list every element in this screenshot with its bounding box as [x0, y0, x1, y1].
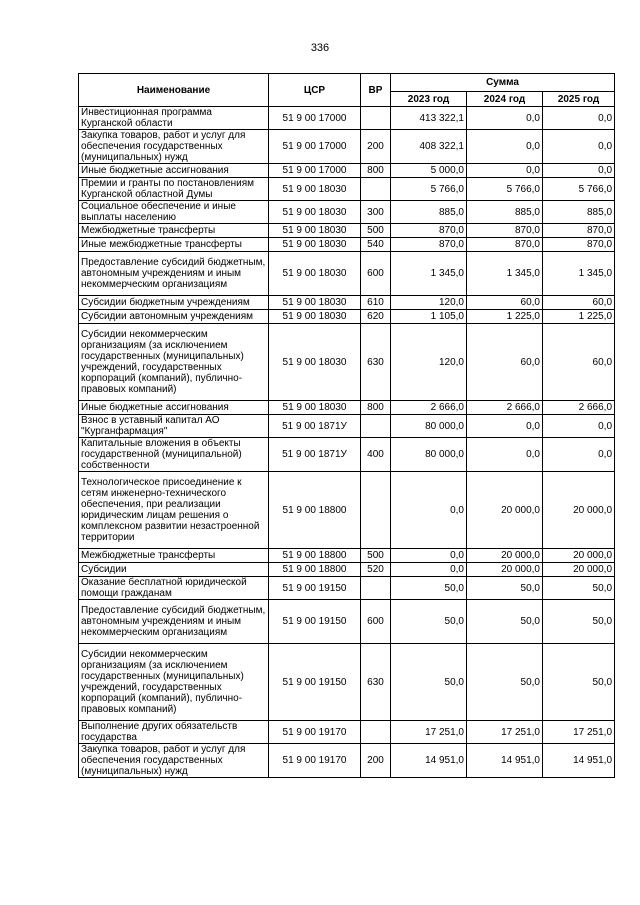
row-sum-2023: 870,0 [391, 224, 467, 238]
row-sum-2025: 0,0 [543, 438, 615, 472]
table-row [79, 296, 615, 310]
row-csr: 51 9 00 17000 [269, 130, 361, 164]
row-csr: 51 9 00 19170 [269, 721, 361, 744]
row-sum-2024: 0,0 [467, 415, 543, 438]
row-csr: 51 9 00 18030 [269, 252, 361, 296]
row-vr [361, 721, 391, 744]
row-sum-2023: 120,0 [391, 296, 467, 310]
table-row [79, 401, 615, 415]
row-sum-2023: 870,0 [391, 238, 467, 252]
row-sum-2023: 5 766,0 [391, 178, 467, 201]
row-sum-2024: 0,0 [467, 164, 543, 178]
table-row [79, 644, 615, 721]
row-sum-2024: 2 666,0 [467, 401, 543, 415]
row-name: Субсидии автономным учреждениям [79, 310, 269, 324]
row-csr: 51 9 00 1871У [269, 438, 361, 472]
row-sum-2023: 1 105,0 [391, 310, 467, 324]
row-name: Предоставление субсидий бюджетным, автономным учреждениям и иным некоммерческим организациям [79, 252, 269, 296]
table-row [79, 238, 615, 252]
row-sum-2024: 20 000,0 [467, 472, 543, 549]
table-row [79, 600, 615, 644]
row-vr: 610 [361, 296, 391, 310]
row-sum-2024: 50,0 [467, 600, 543, 644]
row-sum-2025: 60,0 [543, 296, 615, 310]
row-sum-2025: 17 251,0 [543, 721, 615, 744]
row-csr: 51 9 00 19150 [269, 644, 361, 721]
row-csr: 51 9 00 19150 [269, 600, 361, 644]
table-row [79, 164, 615, 178]
row-sum-2025: 50,0 [543, 577, 615, 600]
row-sum-2024: 60,0 [467, 324, 543, 401]
row-sum-2023: 0,0 [391, 472, 467, 549]
row-csr: 51 9 00 1871У [269, 415, 361, 438]
row-csr: 51 9 00 18030 [269, 296, 361, 310]
table-row [79, 178, 615, 201]
table-row [79, 310, 615, 324]
row-name: Закупка товаров, работ и услуг для обеспечения государственных (муниципальных) нужд [79, 744, 269, 778]
row-vr: 400 [361, 438, 391, 472]
row-sum-2024: 14 951,0 [467, 744, 543, 778]
table-row [79, 549, 615, 563]
row-sum-2023: 14 951,0 [391, 744, 467, 778]
header-vr: ВР [361, 74, 391, 107]
row-vr: 630 [361, 644, 391, 721]
row-vr [361, 415, 391, 438]
page-number: 336 [310, 42, 330, 54]
header-sum: Сумма [391, 74, 615, 92]
row-csr: 51 9 00 18030 [269, 310, 361, 324]
row-vr: 800 [361, 401, 391, 415]
row-name: Субсидии [79, 563, 269, 577]
row-csr: 51 9 00 17000 [269, 164, 361, 178]
row-name: Премии и гранты по постановлениям Курганской областной Думы [79, 178, 269, 201]
row-vr: 520 [361, 563, 391, 577]
row-name: Закупка товаров, работ и услуг для обеспечения государственных (муниципальных) нужд [79, 130, 269, 164]
row-csr: 51 9 00 17000 [269, 107, 361, 130]
row-sum-2024: 20 000,0 [467, 563, 543, 577]
table-row [79, 721, 615, 744]
table-row [79, 472, 615, 549]
row-sum-2024: 5 766,0 [467, 178, 543, 201]
row-sum-2024: 0,0 [467, 107, 543, 130]
row-vr: 500 [361, 224, 391, 238]
table-row [79, 415, 615, 438]
row-sum-2024: 50,0 [467, 577, 543, 600]
table-row [79, 107, 615, 130]
row-sum-2023: 413 322,1 [391, 107, 467, 130]
row-csr: 51 9 00 18800 [269, 563, 361, 577]
row-sum-2025: 0,0 [543, 107, 615, 130]
row-csr: 51 9 00 19150 [269, 577, 361, 600]
table-row [79, 201, 615, 224]
row-name: Межбюджетные трансферты [79, 549, 269, 563]
row-vr: 600 [361, 600, 391, 644]
row-vr: 200 [361, 744, 391, 778]
row-csr: 51 9 00 19170 [269, 744, 361, 778]
row-sum-2025: 0,0 [543, 130, 615, 164]
header-2024: 2024 год [467, 92, 543, 107]
row-sum-2025: 5 766,0 [543, 178, 615, 201]
table-body [79, 107, 615, 778]
row-name: Иные бюджетные ассигнования [79, 164, 269, 178]
table-row [79, 563, 615, 577]
table-row [79, 577, 615, 600]
row-csr: 51 9 00 18030 [269, 238, 361, 252]
header-csr: ЦСР [269, 74, 361, 107]
row-sum-2024: 60,0 [467, 296, 543, 310]
row-csr: 51 9 00 18030 [269, 401, 361, 415]
row-sum-2025: 870,0 [543, 224, 615, 238]
row-sum-2023: 408 322,1 [391, 130, 467, 164]
row-sum-2025: 885,0 [543, 201, 615, 224]
row-vr [361, 107, 391, 130]
row-sum-2025: 0,0 [543, 164, 615, 178]
row-sum-2025: 1 345,0 [543, 252, 615, 296]
row-name: Иные межбюджетные трансферты [79, 238, 269, 252]
table-row [79, 438, 615, 472]
row-sum-2023: 50,0 [391, 577, 467, 600]
row-sum-2024: 0,0 [467, 130, 543, 164]
row-sum-2023: 50,0 [391, 600, 467, 644]
row-vr: 630 [361, 324, 391, 401]
header-2023: 2023 год [391, 92, 467, 107]
row-sum-2023: 80 000,0 [391, 415, 467, 438]
row-csr: 51 9 00 18030 [269, 224, 361, 238]
row-sum-2025: 0,0 [543, 415, 615, 438]
table-row [79, 744, 615, 778]
row-csr: 51 9 00 18030 [269, 178, 361, 201]
row-sum-2023: 885,0 [391, 201, 467, 224]
row-name: Оказание бесплатной юридической помощи гражданам [79, 577, 269, 600]
row-sum-2024: 885,0 [467, 201, 543, 224]
row-vr: 620 [361, 310, 391, 324]
row-name: Технологическое присоединение к сетям инженерно-технического обеспечения, при реализации юридическим лицам решения о комплексном развитии незастроенной территории [79, 472, 269, 549]
row-csr: 51 9 00 18030 [269, 324, 361, 401]
row-sum-2023: 0,0 [391, 563, 467, 577]
header-name: Наименование [79, 74, 269, 107]
row-vr [361, 178, 391, 201]
row-sum-2024: 870,0 [467, 224, 543, 238]
row-sum-2023: 17 251,0 [391, 721, 467, 744]
table-row [79, 130, 615, 164]
row-name: Межбюджетные трансферты [79, 224, 269, 238]
row-name: Социальное обеспечение и иные выплаты населению [79, 201, 269, 224]
row-csr: 51 9 00 18800 [269, 472, 361, 549]
row-sum-2024: 0,0 [467, 438, 543, 472]
row-sum-2024: 870,0 [467, 238, 543, 252]
row-sum-2023: 5 000,0 [391, 164, 467, 178]
row-vr: 540 [361, 238, 391, 252]
row-sum-2023: 80 000,0 [391, 438, 467, 472]
table-row [79, 252, 615, 296]
row-name: Субсидии бюджетным учреждениям [79, 296, 269, 310]
row-sum-2024: 1 345,0 [467, 252, 543, 296]
row-sum-2023: 50,0 [391, 644, 467, 721]
row-sum-2025: 1 225,0 [543, 310, 615, 324]
row-name: Капитальные вложения в объекты государственной (муниципальной) собственности [79, 438, 269, 472]
row-vr [361, 472, 391, 549]
row-sum-2025: 2 666,0 [543, 401, 615, 415]
header-2025: 2025 год [543, 92, 615, 107]
row-name: Субсидии некоммерческим организациям (за исключением государственных (муниципальных) учреждений, государственных корпораций (компаний), публично-правовых компаний) [79, 324, 269, 401]
row-vr [361, 577, 391, 600]
row-sum-2023: 0,0 [391, 549, 467, 563]
row-name: Взнос в уставный капитал АО "Курганфармация" [79, 415, 269, 438]
budget-table [78, 73, 615, 778]
row-sum-2025: 60,0 [543, 324, 615, 401]
row-sum-2025: 50,0 [543, 600, 615, 644]
row-vr: 500 [361, 549, 391, 563]
row-sum-2024: 1 225,0 [467, 310, 543, 324]
row-csr: 51 9 00 18800 [269, 549, 361, 563]
row-sum-2023: 120,0 [391, 324, 467, 401]
row-sum-2025: 20 000,0 [543, 563, 615, 577]
row-name: Иные бюджетные ассигнования [79, 401, 269, 415]
row-name: Выполнение других обязательств государства [79, 721, 269, 744]
row-sum-2025: 20 000,0 [543, 472, 615, 549]
row-csr: 51 9 00 18030 [269, 201, 361, 224]
row-sum-2024: 20 000,0 [467, 549, 543, 563]
row-sum-2025: 14 951,0 [543, 744, 615, 778]
row-vr: 200 [361, 130, 391, 164]
row-sum-2025: 870,0 [543, 238, 615, 252]
row-vr: 300 [361, 201, 391, 224]
row-vr: 800 [361, 164, 391, 178]
row-sum-2025: 20 000,0 [543, 549, 615, 563]
row-sum-2024: 50,0 [467, 644, 543, 721]
row-vr: 600 [361, 252, 391, 296]
table-row [79, 324, 615, 401]
row-sum-2024: 17 251,0 [467, 721, 543, 744]
table-row [79, 224, 615, 238]
row-sum-2025: 50,0 [543, 644, 615, 721]
row-sum-2023: 2 666,0 [391, 401, 467, 415]
row-name: Инвестиционная программа Курганской области [79, 107, 269, 130]
row-sum-2023: 1 345,0 [391, 252, 467, 296]
row-name: Предоставление субсидий бюджетным, автономным учреждениям и иным некоммерческим организациям [79, 600, 269, 644]
row-name: Субсидии некоммерческим организациям (за исключением государственных (муниципальных) учреждений, государственных корпораций (компаний), публично-правовых компаний) [79, 644, 269, 721]
